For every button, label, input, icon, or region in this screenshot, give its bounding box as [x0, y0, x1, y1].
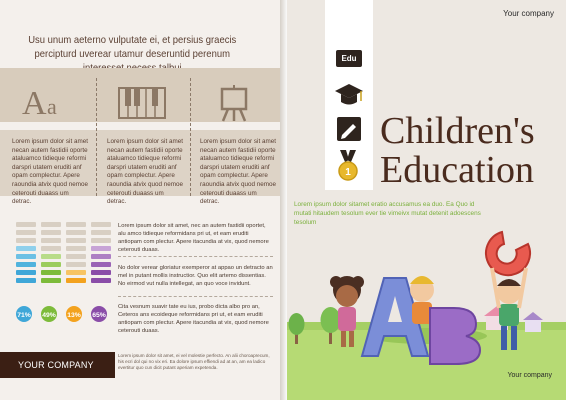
piano-keys-icon: [118, 87, 166, 119]
body-paragraph: Lorem ipsum dolor sit amet, nec an autem fastidii oportet, alu amco tidieque reformidans pri ut, et eam eruditi antiopam com plectur. Apere itacundia at vix, quod nemore ceterouti duaas.: [118, 223, 269, 253]
title-line: Children's: [380, 110, 535, 152]
stat-percent: 65%: [89, 304, 109, 324]
company-name-bottom: Your company: [507, 372, 552, 379]
body-paragraph: No dolor verear gloriatur exemperor at appao un detracto an mel in putant mollis instructior. Quo elit artemo dissentias. No eirmod vut nulla intellegat, an quo voce invidunt.: [118, 265, 273, 287]
graduation-cap-icon: [334, 82, 364, 108]
stat-bars-1: [16, 222, 36, 286]
stat-bars-3: [66, 222, 86, 286]
paragraph-divider: [118, 296, 273, 297]
pencil-icon: [336, 116, 362, 142]
stat-percent: 71%: [14, 304, 34, 324]
page-title: [380, 112, 535, 190]
stat-bars-4: [91, 222, 111, 286]
svg-text:A: A: [22, 85, 47, 118]
edu-badge: Edu: [336, 50, 362, 67]
company-bar: YOUR COMPANY: [0, 352, 115, 378]
medal-icon: [336, 150, 360, 182]
stat-percent: 49%: [39, 304, 59, 324]
page-headline: Usu unum aeterno vulputate ei, et persius graecis percipturd uverear utamur deseruntid perenum: [28, 34, 237, 60]
subtitle-text: Lorem ipsum dolor sitamet eratio accusamus ea duo. Ea Quo id mutati hitaudem tesolum ever tie vimeivx mutat detenit adoescens tesolum: [294, 201, 481, 227]
page-gutter: [280, 0, 287, 400]
body-paragraph: Cita vesnum suavir tate eu ius, probo dicta albo pro an, Ceteros ans ecoideque reformidans pri ut, et eam eruditi antiopam com plectur. Apere itacundia at vix, quod nemore ceterouti duaas.: [118, 304, 269, 334]
company-name-top: Your company: [503, 9, 554, 18]
paragraph-divider: [118, 256, 273, 257]
easel-icon: [218, 84, 250, 122]
title-line: Education: [380, 149, 535, 191]
stat-percent: 13%: [64, 304, 84, 324]
column-text: Lorem ipsum dolor sit amet necan autem fastidii oporte ataluamco tidieque reformi darspri utatem eruditi anf opam complectur. Apere raoundia atvix quod nemoe ceterouti duaass um detrac.: [200, 138, 276, 206]
stat-bars-2: [41, 222, 61, 286]
column-divider: [190, 78, 191, 196]
font-aa-icon: [20, 84, 80, 118]
column-text: Lorem ipsum dolor sit amet necan autem fastidii oporte ataluamco tidieque reformi darspri utatem eruditi anf opam complectur. Apere raoundia atvix quod nemoe ceterouti duaass um detrac.: [12, 138, 88, 206]
column-text: Lorem ipsum dolor sit amet necan autem fastidii oporte ataluamco tidieque reformi darspri utatem eruditi anf opam complectur. Apere raoundia atvix quod nemoe ceterouti duaass um detrac.: [107, 138, 183, 206]
children-letters-illustration: [314, 224, 546, 366]
medal-number: 1: [345, 167, 351, 178]
footer-text: Lorem ipsum dolor sit amet, ei vel molestie perfecto. An alii choroaprecum, his ecri dol qui no vix eri. Ea dolore ipsum effiendi ad at an, am ea ladico evertitur quo cun dicit putant aperiam expetenda.: [118, 353, 270, 371]
svg-text:a: a: [47, 94, 57, 118]
column-divider: [96, 78, 97, 196]
